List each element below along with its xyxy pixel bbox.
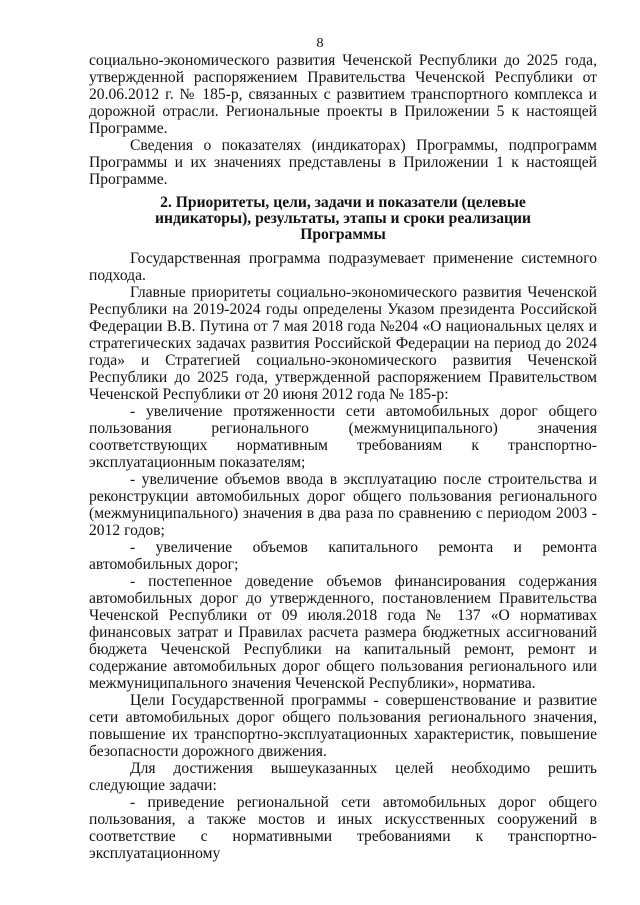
document-body [89, 52, 597, 862]
paragraph-system-approach: Государственная программа подразумевает применение системного подхода. [89, 250, 597, 284]
list-item-network-length: - увеличение протяженности сети автомобильных дорог общего пользования регионального (межмуниципального) значения соответствующих нормативным требованиям к транспортно-эксплуатационным показателям; [89, 403, 597, 471]
list-item-maintenance-funding: - постепенное доведение объемов финансирования содержания автомобильных дорог до утвержденного, постановлением Правительства Чеченской Республики от 09 июля.2018 года № 137 «О нормативах финансовых затрат и Правилах расчета размера бюджетных ассигнований бюджета Чеченской Республики на капитальный ремонт, ремонт и содержание автомобильных дорог общего пользования регионального или межмуниципального значения Чеченской Республики», норматива. [89, 573, 597, 692]
section-heading: 2. Приоритеты, цели, задачи и показатели (целевые индикаторы), результаты, этапы и сроки реализации Программы [155, 194, 531, 243]
paragraph-tasks-intro: Для достижения вышеуказанных целей необходимо решить следующие задачи: [89, 760, 597, 794]
paragraph-program-goals: Цели Государственной программы - совершенствование и развитие сети автомобильных дорог общего пользования регионального значения, повышение их транспортно-эксплуатационных характеристик, повышение безопасности дорожного движения. [89, 692, 597, 760]
paragraph-indicators-info: Сведения о показателях (индикаторах) Программы, подпрограмм Программы и их значениях представлены в Приложении 1 к настоящей Программе. [89, 137, 597, 188]
list-item-repair-volume: - увеличение объемов капитального ремонта и ремонта автомобильных дорог; [89, 539, 597, 573]
list-item-network-compliance: - приведение региональной сети автомобильных дорог общего пользования, а также мостов и иных искусственных сооружений в соответствие с нормативными требованиями к транспортно-эксплуатационному [89, 794, 597, 862]
list-item-construction-volume: - увеличение объемов ввода в эксплуатацию после строительства и реконструкции автомобильных дорог общего пользования регионального (межмуниципального) значения в два раза по сравнению с периодом 2003 - 2012 годов; [89, 471, 597, 539]
page-number: 8 [316, 36, 324, 51]
paragraph-main-priorities: Главные приоритеты социально-экономического развития Чеченской Республики на 2019-2024 годы определены Указом президента Российской Федерации В.В. Путина от 7 мая 2018 года №204 «О национальных целях и стратегических задачах развития Российской Федерации на период до 2024 года» и Стратегией социально-экономического развития Чеченской Республики до 2025 года, утвержденной распоряжением Правительством Чеченской Республики от 20 июня 2012 года № 185-р: [89, 284, 597, 403]
paragraph-intro-continuation: социально-экономического развития Чеченской Республики до 2025 года, утвержденной распоряжением Правительства Чеченской Республики от 20.06.2012 г. № 185-р, связанных с развитием транспортного комплекса и дорожной отрасли. Региональные проекты в Приложении 5 к настоящей Программе. [89, 52, 597, 137]
